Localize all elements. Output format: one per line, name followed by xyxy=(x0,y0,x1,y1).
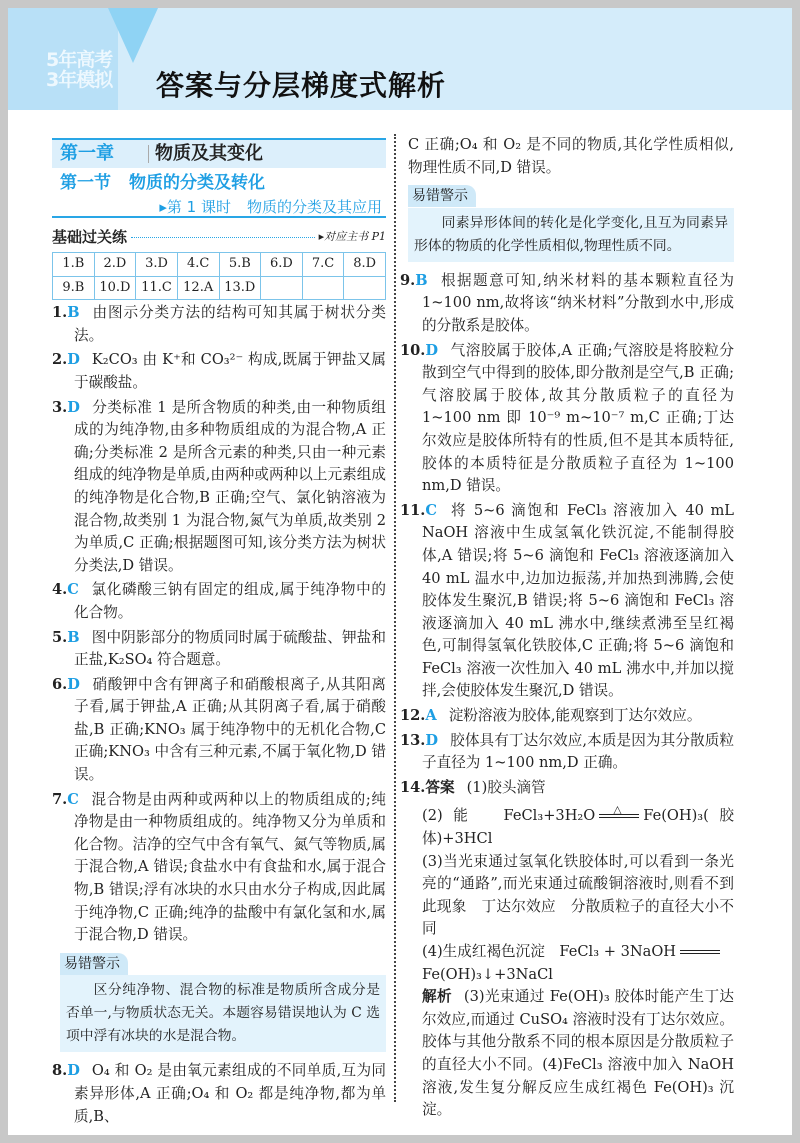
question-number: 7. xyxy=(52,790,68,808)
answer-letter: B xyxy=(67,304,80,322)
chapter-title: 物质及其变化 xyxy=(155,142,263,164)
question-explanation: K₂CO₃ 由 K⁺和 CO₃²⁻ 构成,既属于钾盐又属于碳酸盐。 xyxy=(74,351,386,391)
answer-letter: B xyxy=(415,271,428,289)
question-explanation: 气溶胶属于胶体,A 正确;气溶胶是将胶粒分散到空气中得到的胶体,即分散剂是空气,B 正确;气溶胶属于胶体,故其分散质粒子的直径为 1~100 nm 即 10⁻⁹ m~10⁻⁷ m,C 正确;丁达尔效应是胶体所特有的性质,但不是其本质特征,胶体的本质特征是分散质粒子直径为 1~100 nm,D 错误。 xyxy=(422,341,734,495)
question-explanation: 分类标准 1 是所含物质的种类,由一种物质组成的为纯净物,由多种物质组成的为混合物,A 正确;分类标准 2 是所含元素的种类,只由一种元素组成的纯净物是单质,由两种或两种以上元素组成的纯净物是化合物,B 正确;空气、氯化钠溶液为混合物,故类别 1 为混合物,氮气为单质,故类别 2 为单质,C 正确;根据题图可知,该分类方法为树状分类法,D 错误。 xyxy=(74,398,386,574)
answer-cell: 1.B xyxy=(53,253,95,277)
tip-text: 区分纯净物、混合物的标准是物质所含成分是否单一,与物质状态无关。本题容易错误地认为 C 选项中浮有冰块的水是混合物。 xyxy=(60,975,386,1052)
section-heading xyxy=(52,172,386,196)
answer-table xyxy=(52,252,386,300)
answer-cell: 2.D xyxy=(94,253,136,277)
tip-text: 同素异形体间的转化是化学变化,且互为同素异形体的物质的化学性质相似,物理性质不同。 xyxy=(408,208,734,262)
question-explanation: 由图示分类方法的结构可知其属于树状分类法。 xyxy=(74,304,386,344)
equation-right: Fe(OH)₃↓+3NaCl xyxy=(422,965,553,983)
answer-part-2 xyxy=(400,805,734,850)
page-reference: ▸对应主书 P1 xyxy=(318,229,386,243)
equation-left: (4)生成红褐色沉淀 FeCl₃ + 3NaOH xyxy=(422,943,677,960)
question-8-continued: C 正确;O₄ 和 O₂ 是不同的物质,其化学性质相似,物理性质不同,D 错误。 xyxy=(408,136,734,176)
question-item xyxy=(400,340,734,498)
answer-cell: 11.C xyxy=(136,276,178,300)
question-explanation: 将 5~6 滴饱和 FeCl₃ 溶液加入 40 mL NaOH 溶液中生成氢氧化铁沉淀,不能制得胶体,A 错误;将 5~6 滴饱和 FeCl₃ 溶液逐滴加入 40 mL 温水中,边加边振荡,并加热到沸腾,会使胶体发生聚沉,B 错误;将 5~6 滴饱和 FeCl₃ 溶液逐滴加入 40 mL 沸水中,继续煮沸至呈红褐色,可制得氢氧化铁胶体,C 正确;将 5~6 滴饱和 FeCl₃ 溶液一次性加入 40 mL 沸水中,并加以搅拌,会使胶体发生聚沉,D 错误。 xyxy=(422,501,734,700)
question-number: 1. xyxy=(52,304,68,322)
chapter-heading xyxy=(52,138,386,168)
question-number: 3. xyxy=(52,398,68,416)
answer-cell: 7.C xyxy=(302,253,344,277)
dotted-leader xyxy=(131,237,315,238)
heat-condition: △ xyxy=(613,803,622,817)
equation-right: Fe(OH)₃(胶体)+3HCl xyxy=(422,807,734,848)
error-warning-tip xyxy=(60,953,386,1053)
lesson-title: 物质的分类及其应用 xyxy=(246,198,382,216)
answer-cell: 6.D xyxy=(261,253,303,277)
right-column xyxy=(400,134,734,1122)
question-item xyxy=(52,627,386,672)
question-item xyxy=(52,349,386,394)
question-number: 8. xyxy=(52,1062,68,1080)
answer-letter: D xyxy=(67,351,80,369)
answer-part-1: (1)胶头滴管 xyxy=(466,778,546,796)
analysis xyxy=(400,986,734,1122)
section-number: 第一节 xyxy=(60,173,111,193)
answer-letter: D xyxy=(425,731,439,749)
question-item xyxy=(400,270,734,338)
error-warning-tip xyxy=(408,185,734,262)
question-item xyxy=(400,500,734,703)
question-explanation: 图中阴影部分的物质同时属于硫酸盐、钾盐和正盐,K₂SO₄ 符合题意。 xyxy=(74,628,386,669)
answer-cell: 13.D xyxy=(219,276,261,300)
question-number: 12. xyxy=(400,707,426,725)
question-explanation: 混合物是由两种或两种以上的物质组成的;纯净物是由一种物质组成的。纯净物又分为单质和化合物。洁净的空气中含有氧气、氮气等物质,属于混合物,A 错误;食盐水中有食盐和水,属于混合物,B 错误;浮有冰块的水只由水分子构成,因此属于纯净物,C 正确;纯净的盐酸中有氯化氢和水,属于混合物,D 错误。 xyxy=(74,790,386,944)
lesson-heading xyxy=(52,196,386,218)
section-title: 物质的分类及转化 xyxy=(129,173,265,193)
answer-cell: 9.B xyxy=(53,276,95,300)
answer-letter: C xyxy=(67,581,79,599)
answer-part-4 xyxy=(400,941,734,986)
answer-cell: 10.D xyxy=(94,276,136,300)
answer-letter: D xyxy=(67,1062,80,1080)
question-explanation: 根据题意可知,纳米材料的基本颗粒直径为 1~100 nm,故将该“纳米材料”分散到水中,形成的分散系是胶体。 xyxy=(422,271,734,334)
question-item xyxy=(52,789,386,947)
question-number: 4. xyxy=(52,581,68,599)
answer-letter: D xyxy=(67,675,80,693)
practice-heading xyxy=(52,226,386,248)
question-explanation: 氯化磷酸三钠有固定的组成,属于纯净物中的化合物。 xyxy=(74,581,386,621)
page-header xyxy=(8,8,792,110)
question-explanation: 硝酸钾中含有钾离子和硝酸根离子,从其阳离子看,属于钾盐,A 正确;从其阴离子看,属于硝酸盐,B 正确;KNO₃ 属于纯净物中的无机化合物,C 正确;KNO₃ 中含有三种元素,不属于氧化物,D 错误。 xyxy=(74,675,386,784)
question-item xyxy=(52,302,386,347)
page xyxy=(8,8,792,1135)
answer-cell: 12.A xyxy=(177,276,219,300)
chapter-number: 第一章 xyxy=(60,142,114,164)
question-number: 5. xyxy=(52,628,68,646)
answer-cell xyxy=(261,276,303,300)
page-title: 答案与分层梯度式解析 xyxy=(156,69,447,102)
analysis-label: 解析 xyxy=(422,988,452,1006)
answer-cell xyxy=(302,276,344,300)
question-explanation: 胶体具有丁达尔效应,本质是因为其分散质粒子直径为 1~100 nm,D 正确。 xyxy=(422,731,734,772)
question-number: 9. xyxy=(400,271,416,289)
question-number: 10. xyxy=(400,341,426,359)
answer-letter: C xyxy=(67,790,79,808)
question-number: 2. xyxy=(52,351,68,369)
table-row xyxy=(53,276,386,300)
answer-letter: B xyxy=(67,628,80,646)
answer-cell: 5.B xyxy=(219,253,261,277)
question-8 xyxy=(52,1060,386,1128)
answer-letter: A xyxy=(425,707,437,725)
question-number: 14. xyxy=(400,778,426,796)
logo-line2: 3年模拟 xyxy=(46,69,113,91)
tip-label: 易错警示 xyxy=(408,185,476,207)
question-item xyxy=(52,674,386,787)
answer-part-3: (3)当光束通过氢氧化铁胶体时,可以看到一条光亮的“通路”,而光束通过硫酸铜溶液时,则看不到此现象 丁达尔效应 分散质粒子的直径大小不同 xyxy=(422,852,734,938)
question-item xyxy=(400,730,734,775)
question-item xyxy=(400,705,734,728)
question-explanation: 淀粉溶液为胶体,能观察到丁达尔效应。 xyxy=(448,707,702,725)
answer-cell: 3.D xyxy=(136,253,178,277)
question-number: 13. xyxy=(400,731,426,749)
answer-letter: D xyxy=(67,398,80,416)
answer-cell xyxy=(344,276,386,300)
lesson-number: ▸第 1 课时 xyxy=(159,198,231,216)
question-number: 11. xyxy=(400,501,426,519)
answer-letter: C xyxy=(425,501,438,519)
practice-title: 基础过关练 xyxy=(52,227,128,246)
tip-label: 易错警示 xyxy=(60,953,128,975)
question-item xyxy=(52,579,386,624)
left-column xyxy=(52,134,386,1128)
answer-cell: 4.C xyxy=(177,253,219,277)
header-triangle xyxy=(108,8,158,63)
divider xyxy=(148,145,149,163)
table-row xyxy=(53,253,386,277)
analysis-text: (3)光束通过 Fe(OH)₃ 胶体时能产生丁达尔效应,而通过 CuSO₄ 溶液时没有丁达尔效应。胶体与其他分散系不同的根本原因是分散质粒子的直径大小不同。(4)FeCl₃ 溶液中加入 NaOH 溶液,发生复分解反应生成红褐色 Fe(OH)₃ 沉淀。 xyxy=(422,988,734,1119)
equation-left: (2)能 FeCl₃+3H₂O xyxy=(422,807,596,825)
answer-cell: 8.D xyxy=(344,253,386,277)
answer-letter: D xyxy=(425,341,439,359)
equals-sign xyxy=(599,803,639,818)
question-number: 6. xyxy=(52,675,68,693)
equals-sign xyxy=(680,950,720,954)
question-14 xyxy=(400,777,734,1122)
question-explanation: O₄ 和 O₂ 是由氧元素组成的不同单质,互为同素异形体,A 正确;O₄ 和 O₂ 都是纯净物,都为单质,B、 xyxy=(74,1062,386,1125)
answer-label: 答案 xyxy=(425,778,455,796)
brand-logo xyxy=(46,50,112,90)
logo-line1: 5年高考 xyxy=(46,49,113,71)
column-divider xyxy=(394,134,396,1102)
question-item xyxy=(52,397,386,578)
